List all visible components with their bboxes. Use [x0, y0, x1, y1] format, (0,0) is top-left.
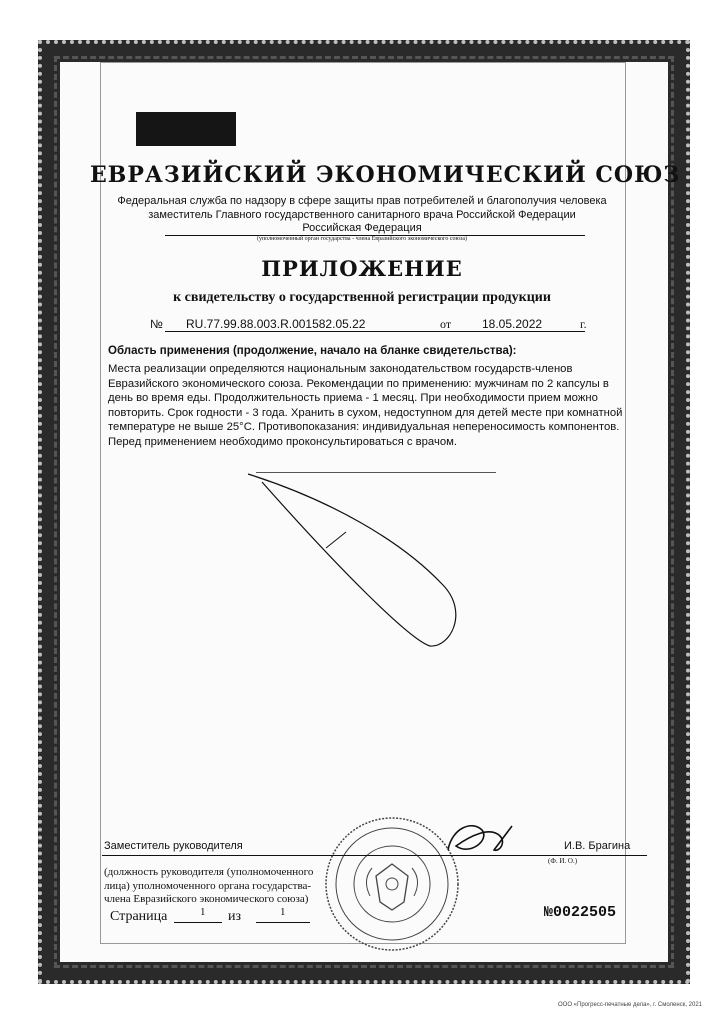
signature-underline: [102, 855, 647, 856]
signatory-name: И.В. Брагина: [564, 840, 631, 852]
appendix-title: ПРИЛОЖЕНИЕ: [261, 256, 463, 281]
scope-heading: Область применения (продолжение, начало на бланке свидетельства):: [108, 345, 517, 357]
scope-line: Евразийского экономического союза. Рекомендации по применению: мужчинам по 2 капсулы в: [108, 377, 609, 390]
position-caption: [104, 866, 313, 907]
page-label: Страница: [110, 909, 168, 924]
org-line-2: заместитель Главного государственного санитарного врача Российской Федерации: [148, 209, 576, 221]
page-current-line: [174, 922, 222, 923]
print-footer: ООО «Прогресс-печатные дела», г. Смоленск, 2021: [558, 1002, 703, 1008]
page-total-line: [256, 922, 310, 923]
scope-line: Перед применением необходимо проконсультироваться с врачом.: [108, 435, 458, 448]
position-line: (должность руководителя (уполномоченного: [104, 866, 314, 878]
appendix-subtitle: к свидетельству о государственной регистрации продукции: [173, 290, 551, 305]
position-line: члена Евразийского экономического союза): [104, 893, 309, 906]
page-total: 1: [280, 906, 286, 918]
org-caption: (уполномоченный орган государства - члена Евразийского экономического союза): [256, 236, 468, 242]
scope-line: Места реализации определяются национальным законодательством государств-членов: [108, 363, 573, 375]
number-sign: №: [150, 317, 163, 331]
union-title: ЕВРАЗИЙСКИЙ ЭКОНОМИЧЕСКИЙ СОЮЗ: [90, 162, 681, 188]
registration-number: RU.77.99.88.003.R.001582.05.22: [186, 317, 366, 331]
registration-date: 18.05.2022: [482, 317, 543, 331]
fio-caption: (Ф. И. О.): [548, 857, 578, 865]
scope-line: повторить. Срок годности - 3 года. Хранить в сухом, недоступном для детей месте при комнатной: [108, 406, 623, 419]
serial-number: №0022505: [544, 904, 617, 921]
scope-line: день во время еды. Продолжительность приема - 1 месяц. При необходимости прием можно: [108, 392, 598, 405]
org-line-3: Российская Федерация: [302, 222, 422, 234]
date-prefix: от: [440, 317, 452, 331]
page-of-label: из: [228, 909, 242, 924]
scope-line: температуре не выше 25°C. Противопоказания: индивидуальная непереносимость компонентов.: [108, 421, 620, 434]
position-line: лица) уполномоченного органа государства-: [104, 879, 312, 892]
signatory-role: Заместитель руководителя: [104, 840, 243, 852]
page-current: 1: [200, 906, 206, 918]
org-line-1: Федеральная служба по надзору в сфере защиты прав потребителей и благополучия человека: [117, 195, 607, 207]
year-suffix: г.: [580, 317, 587, 331]
